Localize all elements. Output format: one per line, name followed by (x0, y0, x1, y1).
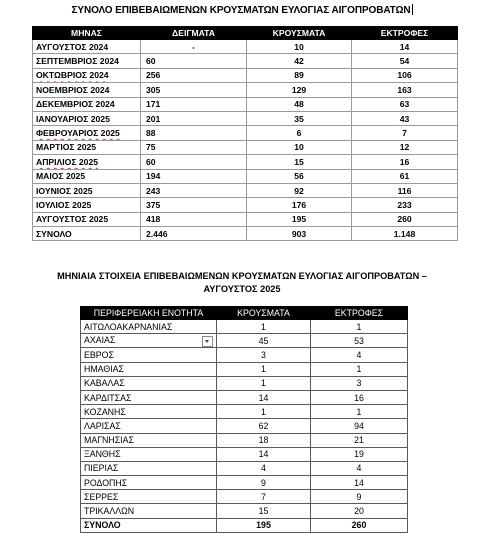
table-row (33, 68, 458, 82)
cell-births[interactable] (311, 447, 408, 461)
cell-cases[interactable] (217, 433, 311, 447)
cell-text: 195 (291, 214, 307, 225)
cell-text: ΣΕΡΡΕΣ (84, 491, 119, 502)
cell-births[interactable] (311, 461, 408, 475)
table2-header-row (81, 307, 408, 320)
cell-month[interactable] (33, 54, 141, 68)
table-row (81, 348, 408, 362)
cell-text: 7 (261, 491, 266, 502)
cell-samples[interactable] (141, 155, 247, 169)
cell-text: 14 (399, 41, 410, 52)
cell-month[interactable] (33, 68, 141, 82)
cell-samples[interactable] (141, 111, 247, 125)
table-row (33, 198, 458, 212)
cell-region[interactable] (81, 390, 217, 404)
cell-births[interactable] (352, 54, 458, 68)
cell-cases[interactable] (217, 405, 311, 419)
table-row (81, 504, 408, 518)
cell-births[interactable] (311, 419, 408, 433)
cell-text: 1 (261, 321, 266, 332)
cell-births[interactable] (311, 320, 408, 334)
cell-text: 305 (146, 84, 161, 95)
cell-text: 4 (356, 349, 362, 360)
cell-text: 7 (402, 128, 407, 139)
total-births[interactable]: 260 (311, 518, 408, 532)
cell-text: 60 (146, 156, 156, 167)
total-samples[interactable]: 2.446 (141, 227, 247, 241)
cell-cases[interactable] (217, 447, 311, 461)
cell-text: 233 (397, 199, 412, 210)
cell-cases[interactable] (247, 212, 352, 226)
cell-births[interactable] (311, 348, 408, 362)
cell-text: ΚΟΖΑΝΗΣ (84, 406, 126, 417)
cell-births[interactable] (352, 126, 458, 140)
cell-births[interactable] (311, 362, 408, 376)
cell-samples[interactable] (141, 169, 247, 183)
table-row (81, 334, 408, 348)
cell-text: 18 (258, 435, 269, 446)
table-row (33, 212, 458, 226)
cell-text: ΙΑΝΟΥΑΡΙΟΣ 2025 (36, 113, 110, 124)
cell-samples[interactable] (141, 212, 247, 226)
header-region[interactable]: ΠΕΡΙΦΕΡΕΙΑΚΗ ΕΝΟΤΗΤΑ (81, 307, 217, 320)
cell-cases[interactable] (217, 390, 311, 404)
header-births[interactable]: ΕΚΤΡΟΦΕΣ (311, 307, 408, 320)
table-row (33, 126, 458, 140)
cell-cases[interactable] (247, 198, 352, 212)
cell-cases[interactable] (217, 376, 311, 390)
cell-births[interactable] (352, 83, 458, 97)
cell-text: 4 (261, 463, 266, 474)
cell-text: 6 (296, 128, 302, 139)
table1-title (0, 4, 484, 16)
table1-title-text: ΣΥΝΟΛΟ ΕΠΙΒΕΒΑΙΩΜΕΝΩΝ ΚΡΟΥΣΜΑΤΩΝ ΕΥΛΟΓΙΑΣ ΑΙΓΟΠΡΟΒΑΤΩΝ (71, 5, 411, 16)
cell-samples[interactable] (141, 183, 247, 197)
cell-births[interactable] (352, 140, 458, 154)
cell-births[interactable] (311, 504, 408, 518)
cell-text: ΜΑΡΤΙΟΣ 2025 (36, 142, 97, 153)
cell-text: ΛΑΡΙΣΑΣ (84, 420, 121, 431)
cell-births[interactable] (352, 198, 458, 212)
cell-text: 12 (399, 142, 410, 153)
cell-text: 88 (146, 128, 156, 139)
cell-region[interactable] (81, 334, 217, 348)
cell-month[interactable] (33, 126, 141, 140)
cell-region[interactable] (81, 348, 217, 362)
total-label[interactable]: ΣΥΝΟΛΟ (33, 227, 141, 241)
cell-cases[interactable] (217, 348, 311, 362)
cell-cases[interactable] (217, 490, 311, 504)
table-row (81, 461, 408, 475)
cell-text: - (192, 41, 195, 52)
cell-cases[interactable] (217, 320, 311, 334)
cell-births[interactable] (352, 183, 458, 197)
cell-samples[interactable] (141, 40, 247, 54)
cell-births[interactable] (311, 376, 408, 390)
cell-month[interactable] (33, 111, 141, 125)
cell-text: ΙΟΥΛΙΟΣ 2025 (36, 199, 92, 210)
total-cases[interactable]: 903 (247, 227, 352, 241)
cell-samples[interactable] (141, 83, 247, 97)
cell-text: ΚΑΒΑΛΑΣ (84, 378, 125, 389)
cell-text: ΑΙΤΩΛΟΑΚΑΡΝΑΝΙΑΣ (84, 321, 173, 332)
cell-text: 1 (261, 364, 266, 375)
cell-month[interactable] (33, 169, 141, 183)
cell-cases[interactable] (217, 504, 311, 518)
cell-text: ΑΥΓΟΥΣΤΟΣ 2024 (36, 41, 109, 52)
cell-text: ΔΕΚΕΜΒΡΙΟΣ 2024 (36, 99, 115, 110)
monthly-totals-table (32, 26, 458, 241)
cell-cases[interactable] (247, 140, 352, 154)
cell-cases[interactable] (217, 419, 311, 433)
cell-region[interactable] (81, 376, 217, 390)
cell-text: 260 (397, 214, 412, 225)
cell-text: 16 (399, 156, 410, 167)
cell-text: ΠΙΕΡΙΑΣ (84, 463, 119, 474)
cell-region[interactable] (81, 447, 217, 461)
header-births[interactable]: ΕΚΤΡΟΦΕΣ (352, 27, 458, 40)
cell-text: 176 (291, 199, 307, 210)
cell-text: ΙΟΥΝΙΟΣ 2025 (36, 185, 93, 196)
cell-samples[interactable] (141, 68, 247, 82)
cell-text: 15 (258, 506, 269, 517)
cell-cases[interactable] (247, 183, 352, 197)
cell-samples[interactable] (141, 97, 247, 111)
cell-month[interactable] (33, 40, 141, 54)
dropdown-arrow-icon[interactable] (202, 336, 213, 347)
cell-births[interactable] (352, 40, 458, 54)
cell-text: 53 (354, 335, 364, 346)
cell-text: 9 (261, 477, 266, 488)
table-row (81, 419, 408, 433)
cell-region[interactable] (81, 476, 217, 490)
table-row (81, 476, 408, 490)
cell-region[interactable] (81, 433, 217, 447)
table-row (81, 376, 408, 390)
cell-text: 106 (397, 70, 412, 81)
cell-text: 16 (354, 392, 364, 403)
cell-cases[interactable] (217, 461, 311, 475)
cell-cases[interactable] (217, 476, 311, 490)
cell-births[interactable] (311, 476, 408, 490)
cell-text: ΣΕΠΤΕΜΒΡΙΟΣ 2024 (36, 56, 119, 67)
cell-region[interactable] (81, 490, 217, 504)
cell-region[interactable] (81, 320, 217, 334)
cell-text: 56 (294, 171, 304, 182)
cell-month[interactable] (33, 83, 141, 97)
cell-text: 10 (294, 41, 304, 52)
table-row (33, 97, 458, 111)
cell-births[interactable] (311, 405, 408, 419)
table-row (81, 320, 408, 334)
cell-text: ΑΠΡΙΛΙΟΣ 2025 (36, 156, 98, 167)
cell-text: 20 (354, 506, 364, 517)
cell-text: 256 (146, 70, 161, 81)
cell-text: 129 (291, 84, 307, 95)
total-label[interactable]: ΣΥΝΟΛΟ (81, 518, 217, 532)
cell-text: 54 (399, 56, 410, 67)
cell-text: 14 (258, 392, 269, 403)
cell-text: 62 (258, 420, 269, 431)
cell-cases[interactable] (247, 40, 352, 54)
cell-month[interactable] (33, 140, 141, 154)
table-row (33, 111, 458, 125)
text-cursor (412, 4, 413, 15)
table-row (81, 362, 408, 376)
cell-text: 21 (354, 435, 364, 446)
cell-text: 19 (354, 449, 364, 460)
cell-text: 9 (356, 491, 362, 502)
cell-text: ΜΑΙΟΣ 2025 (36, 171, 86, 182)
cell-text: ΗΜΑΘΙΑΣ (84, 364, 124, 375)
cell-births[interactable] (311, 490, 408, 504)
table-row (33, 83, 458, 97)
cell-region[interactable] (81, 504, 217, 518)
table-row (81, 433, 408, 447)
cell-samples[interactable] (141, 140, 247, 154)
total-row (81, 518, 408, 532)
table1-header-row (33, 27, 458, 40)
cell-cases[interactable] (247, 111, 352, 125)
cell-text: 14 (258, 449, 269, 460)
cell-text: 3 (356, 378, 362, 389)
cell-text: 3 (261, 349, 266, 360)
table-row (81, 405, 408, 419)
cell-text: 14 (354, 477, 364, 488)
cell-text: 60 (146, 56, 156, 67)
cell-text: 194 (146, 171, 161, 182)
cell-region[interactable] (81, 405, 217, 419)
cell-text: 92 (294, 185, 304, 196)
header-month[interactable]: ΜΗΝΑΣ (33, 27, 141, 40)
cell-births[interactable] (352, 68, 458, 82)
table2-title (0, 270, 484, 296)
cell-text: 163 (397, 84, 412, 95)
cell-text: 61 (399, 171, 410, 182)
total-row (33, 227, 458, 241)
cell-month[interactable] (33, 97, 141, 111)
cell-samples[interactable] (141, 198, 247, 212)
cell-text: 15 (294, 156, 304, 167)
cell-text: 75 (146, 142, 156, 153)
table-row (81, 490, 408, 504)
cell-text: ΚΑΡΔΙΤΣΑΣ (84, 392, 132, 403)
cell-text: 418 (146, 214, 161, 225)
cell-samples[interactable] (141, 54, 247, 68)
cell-text: 1 (261, 406, 266, 417)
cell-text: 42 (294, 56, 304, 67)
cell-cases[interactable] (247, 97, 352, 111)
cell-births[interactable] (352, 111, 458, 125)
cell-text: 4 (356, 463, 362, 474)
cell-births[interactable] (311, 334, 408, 348)
table-row (33, 183, 458, 197)
table-row (33, 54, 458, 68)
cell-text: ΑΥΓΟΥΣΤΟΣ 2025 (36, 214, 109, 225)
cell-region[interactable] (81, 419, 217, 433)
table-row (33, 140, 458, 154)
cell-text: 89 (294, 70, 304, 81)
cell-births[interactable] (352, 97, 458, 111)
cell-text: 1 (261, 378, 266, 389)
cell-text: ΦΕΒΡΟΥΑΡΙΟΣ 2025 (36, 128, 120, 139)
cell-region[interactable] (81, 362, 217, 376)
cell-text: 375 (146, 199, 161, 210)
cell-text: 1 (356, 364, 362, 375)
header-cases[interactable]: ΚΡΟΥΣΜΑΤΑ (217, 307, 311, 320)
cell-month[interactable] (33, 198, 141, 212)
cell-month[interactable] (33, 183, 141, 197)
table2-title-line2: ΑΥΓΟΥΣΤΟΣ 2025 (203, 284, 281, 294)
cell-text: ΤΡΙΚΑΛΛΩΝ (84, 506, 135, 517)
cell-text: ΜΑΓΝΗΣΙΑΣ (84, 435, 134, 446)
cell-month[interactable] (33, 212, 141, 226)
total-cases[interactable]: 195 (217, 518, 311, 532)
cell-text: 35 (294, 113, 304, 124)
cell-cases[interactable] (217, 362, 311, 376)
cell-text: 63 (399, 99, 410, 110)
cell-text: ΡΟΔΟΠΗΣ (84, 477, 128, 488)
cell-samples[interactable] (141, 126, 247, 140)
cell-cases[interactable] (217, 334, 311, 348)
cell-text: 43 (399, 113, 410, 124)
table-row (81, 390, 408, 404)
cell-text: 10 (294, 142, 304, 153)
cell-region[interactable] (81, 461, 217, 475)
cell-births[interactable] (352, 212, 458, 226)
table-row (81, 447, 408, 461)
cell-text: ΝΟΕΜΒΡΙΟΣ 2024 (36, 84, 110, 95)
table-row (33, 169, 458, 183)
cell-text: 243 (146, 185, 161, 196)
cell-text: 171 (146, 99, 161, 110)
cell-text: ΑΧΑΙΑΣ (84, 334, 116, 345)
total-births[interactable]: 1.148 (352, 227, 458, 241)
cell-births[interactable] (352, 155, 458, 169)
cell-cases[interactable] (247, 68, 352, 82)
cell-text: ΟΚΤΩΒΡΙΟΣ 2024 (36, 70, 109, 81)
cell-text: 45 (258, 335, 269, 346)
cell-cases[interactable] (247, 54, 352, 68)
cell-text: 116 (397, 185, 412, 196)
cell-text: 94 (354, 420, 364, 431)
table2-title-line1: ΜΗΝΙΑΙΑ ΣΤΟΙΧΕΙΑ ΕΠΙΒΕΒΑΙΩΜΕΝΩΝ ΚΡΟΥΣΜΑΤΩΝ ΕΥΛΟΓΙΑΣ ΑΙΓΟΠΡΟΒΑΤΩΝ – (57, 271, 427, 281)
table-row (33, 40, 458, 54)
cell-cases[interactable] (247, 126, 352, 140)
cell-births[interactable] (352, 169, 458, 183)
cell-cases[interactable] (247, 83, 352, 97)
regional-table (80, 306, 408, 533)
cell-births[interactable] (311, 433, 408, 447)
cell-cases[interactable] (247, 169, 352, 183)
cell-text: ΕΒΡΟΣ (84, 349, 114, 360)
header-samples[interactable]: ΔΕΙΓΜΑΤΑ (141, 27, 247, 40)
table-row (33, 155, 458, 169)
cell-births[interactable] (311, 390, 408, 404)
cell-text: 1 (356, 321, 362, 332)
cell-month[interactable] (33, 155, 141, 169)
cell-text: 1 (356, 406, 362, 417)
cell-text: 48 (294, 99, 304, 110)
cell-cases[interactable] (247, 155, 352, 169)
header-cases[interactable]: ΚΡΟΥΣΜΑΤΑ (247, 27, 352, 40)
cell-text: ΞΑΝΘΗΣ (84, 449, 121, 460)
cell-text: 201 (146, 113, 161, 124)
